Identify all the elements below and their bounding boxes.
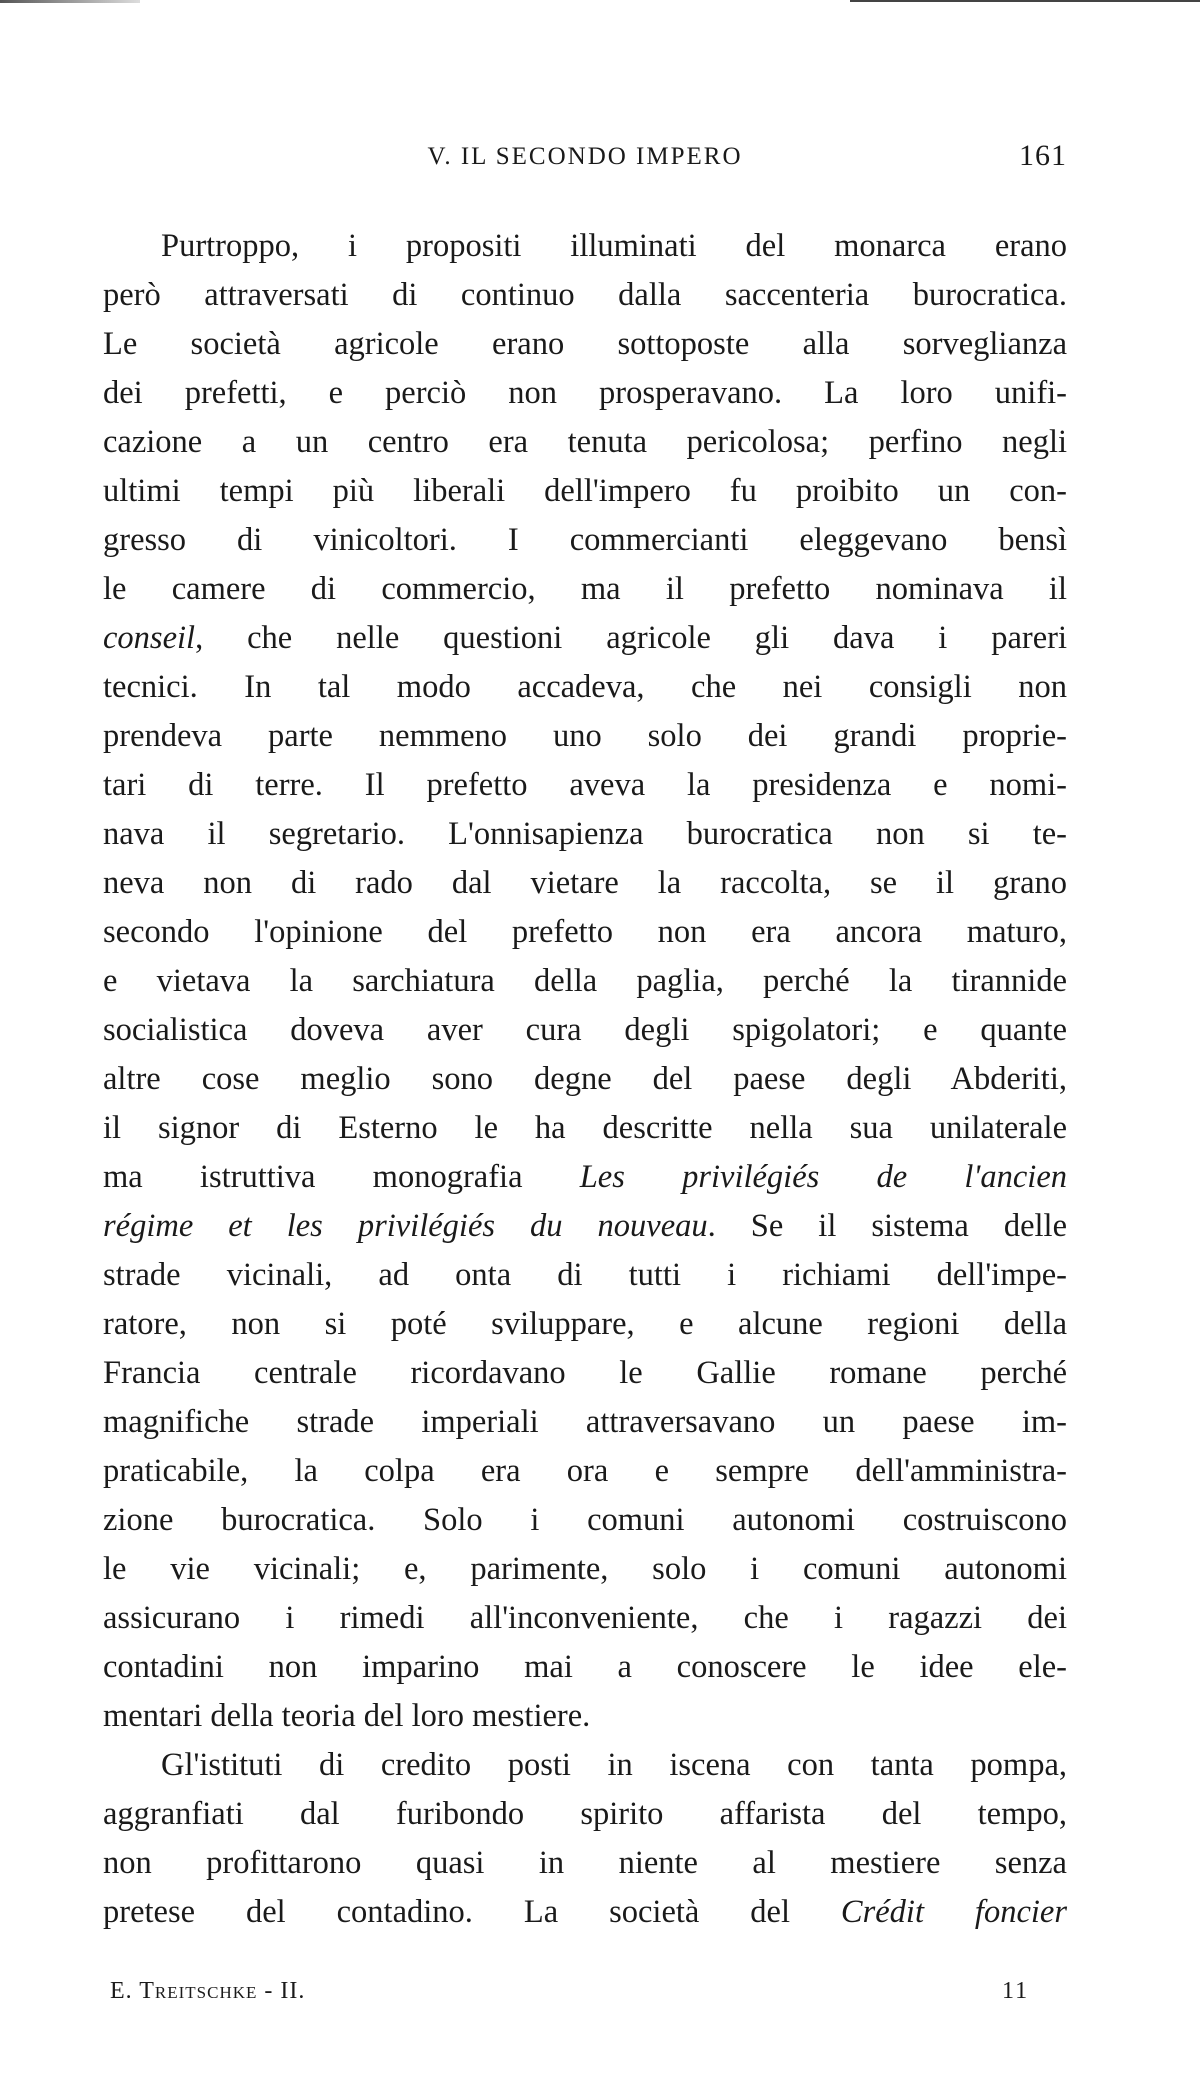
text-segment: strade vicinali, ad onta di tutti i richiami dell'impe- [103,1257,1067,1293]
text-line [103,859,1067,908]
text-segment: zione burocratica. Solo i comuni autonomi costruiscono [103,1502,1067,1538]
running-head [103,139,1067,179]
text-line [103,271,1067,320]
text-line [103,1006,1067,1055]
text-segment: Le società agricole erano sottoposte alla sorveglianza [103,326,1067,362]
text-segment: e vietava la sarchiatura della paglia, perché la tirannide [103,963,1067,999]
scan-artifact [0,0,140,3]
text-line [103,1055,1067,1104]
text-segment: assicurano i rimedi all'inconveniente, che i ragazzi dei [103,1600,1067,1636]
text-segment: altre cose meglio sono degne del paese degli Abderiti, [103,1061,1067,1097]
text-line [103,1202,1067,1251]
text-line [103,418,1067,467]
text-segment: ma istruttiva monografia [103,1159,580,1195]
text-segment: tecnici. In tal modo accadeva, che nei consigli non [103,669,1067,705]
signature-mark: 11 [1002,1978,1030,2004]
text-segment: praticabile, la colpa era ora e sempre dell'amministra- [103,1453,1067,1489]
text-line [103,222,1067,271]
text-line [103,1349,1067,1398]
signature-text: E. Treitschke - II. [110,1978,306,2004]
text-segment: non profittarono quasi in niente al mestiere senza [103,1845,1067,1881]
text-segment: tari di terre. Il prefetto aveva la presidenza e nomi- [103,767,1067,803]
italic-title: conseil [103,620,196,656]
text-segment: Francia centrale ricordavano le Gallie romane perché [103,1355,1067,1391]
text-line [103,1888,1067,1937]
text-segment: contadini non imparino mai a conoscere le idee ele- [103,1649,1067,1685]
signature-line [110,1978,305,2005]
text-segment: Purtroppo, i propositi illuminati del monarca erano [161,228,1067,264]
text-line [103,1692,1067,1741]
text-segment: , che nelle questioni agricole gli dava i pareri [195,620,1067,656]
text-segment: il signor di Esterno le ha descritte nella sua unilaterale [103,1110,1067,1146]
body-text [103,222,1067,1937]
text-line [103,1741,1067,1790]
text-segment: ratore, non si poté sviluppare, e alcune regioni della [103,1306,1067,1342]
text-segment: però attraversati di continuo dalla saccenteria burocratica. [103,277,1067,313]
text-segment: ultimi tempi più liberali dell'impero fu proibito un con- [103,473,1067,509]
text-line [103,467,1067,516]
text-segment: dei prefetti, e perciò non prosperavano. La loro unifi- [103,375,1067,411]
scan-edge-line [850,0,1200,2]
text-segment: cazione a un centro era tenuta pericolosa; perfino negli [103,424,1067,460]
text-line [103,1839,1067,1888]
text-line [103,1545,1067,1594]
text-line [103,1594,1067,1643]
text-line [103,369,1067,418]
text-line [103,1251,1067,1300]
text-segment: aggranfiati dal furibondo spirito affarista del tempo, [103,1796,1067,1832]
text-line [103,1153,1067,1202]
text-line [103,1398,1067,1447]
text-line [103,908,1067,957]
text-segment: socialistica doveva aver cura degli spigolatori; e quante [103,1012,1067,1048]
italic-title: Crédit foncier [840,1894,1067,1930]
text-segment: . Se il sistema delle [707,1208,1068,1244]
text-line [103,663,1067,712]
page-number: 161 [1019,139,1067,172]
text-segment: le vie vicinali; e, parimente, solo i comuni autonomi [103,1551,1067,1587]
chapter-title: V. IL SECONDO IMPERO [427,143,743,170]
text-line [103,565,1067,614]
text-line [103,516,1067,565]
text-line [103,1447,1067,1496]
italic-title: Les privilégiés de l'ancien [579,1159,1067,1195]
text-segment: secondo l'opinione del prefetto non era ancora maturo, [103,914,1067,950]
page-footer [110,1978,1030,2008]
italic-title: régime et les privilégiés du nouveau [103,1208,708,1244]
text-line [103,320,1067,369]
text-line [103,810,1067,859]
text-line [103,1496,1067,1545]
text-segment: mentari della teoria del loro mestiere. [103,1698,591,1734]
text-line [103,1643,1067,1692]
text-line [103,1104,1067,1153]
text-segment: le camere di commercio, ma il prefetto nominava il [103,571,1067,607]
text-segment: gresso di vinicoltori. I commercianti eleggevano bensì [103,522,1067,558]
text-segment: magnifiche strade imperiali attraversavano un paese im- [103,1404,1067,1440]
text-segment: nava il segretario. L'onnisapienza burocratica non si te- [103,816,1067,852]
text-line [103,712,1067,761]
text-segment: prendeva parte nemmeno uno solo dei grandi proprie- [103,718,1067,754]
text-segment: neva non di rado dal vietare la raccolta, se il grano [103,865,1067,901]
text-line [103,761,1067,810]
text-segment: Gl'istituti di credito posti in iscena con tanta pompa, [161,1747,1067,1783]
text-segment: pretese del contadino. La società del [103,1894,841,1930]
text-line [103,614,1067,663]
text-line [103,1790,1067,1839]
text-line [103,957,1067,1006]
text-line [103,1300,1067,1349]
